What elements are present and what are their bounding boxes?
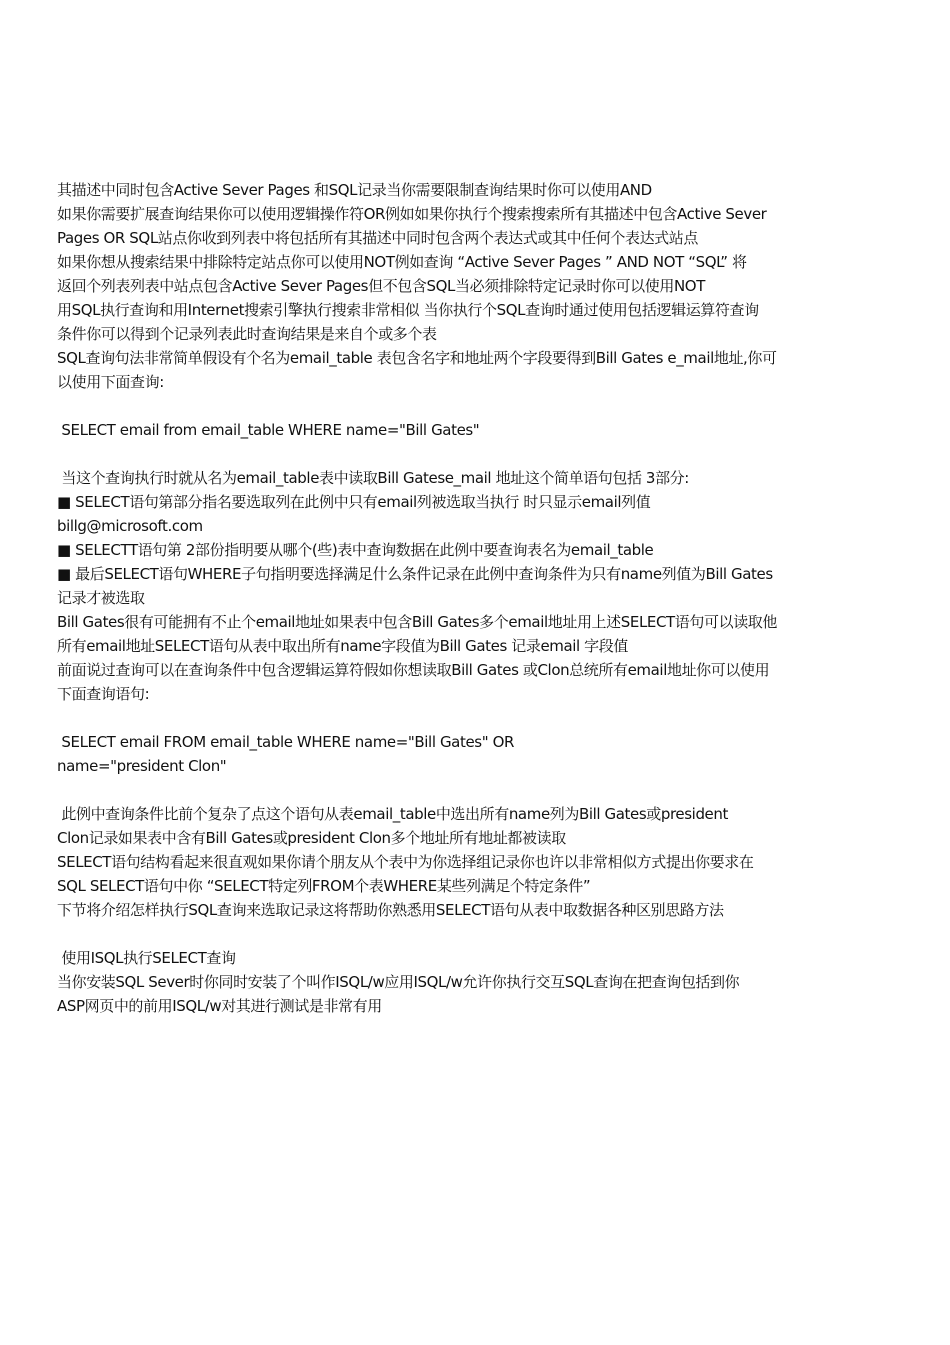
blank-line	[57, 778, 847, 802]
text-line: SQL SELECT语句中你 “SELECT特定列FROM个表WHERE某些列满足个特定条件”	[57, 877, 591, 895]
text-line: 返回个列表列表中站点包含Active Sever Pages但不包含SQL当必须排除特定记录时你可以使用NOT	[57, 277, 705, 295]
text-line: 如果你需要扩展查询结果你可以使用逻辑操作符OR例如如果你执行个搜索搜索所有其描述中包含Active Sever	[57, 205, 767, 223]
sql-query-line: name="president Clon"	[57, 757, 227, 775]
text-line: SQL查询句法非常简单假设有个名为email_table 表包含名字和地址两个字段要得到Bill Gates e_mail地址,你可	[57, 349, 777, 367]
text-line: 当你安装SQL Sever时你同时安装了个叫作ISQL/w应用ISQL/w允许你执行交互SQL查询在把查询包括到你	[57, 973, 740, 991]
blank-line	[57, 442, 847, 466]
blank-line	[57, 922, 847, 946]
bullet-line: ■ 最后SELECT语句WHERE子句指明要选择满足什么条件记录在此例中查询条件为只有name列值为Bill Gates	[57, 565, 773, 583]
text-line: 条件你可以得到个记录列表此时查询结果是来自个或多个表	[57, 325, 437, 343]
text-line: 下面查询语句:	[57, 685, 150, 703]
text-line: SELECT语句结构看起来很直观如果你请个朋友从个表中为你选择组记录你也许以非常相似方式提出你要求在	[57, 853, 754, 871]
text-line: 用SQL执行查询和用Internet搜索引擎执行搜索非常相似 当你执行个SQL查询时通过使用包括逻辑运算符查询	[57, 301, 759, 319]
text-line: 此例中查询条件比前个复杂了点这个语句从表email_table中选出所有name列为Bill Gates或president	[57, 805, 728, 823]
document-body	[57, 178, 847, 1018]
text-line: 下节将介绍怎样执行SQL查询来选取记录这将帮助你熟悉用SELECT语句从表中取数据各种区别思路方法	[57, 901, 724, 919]
text-line: 如果你想从搜索结果中排除特定站点你可以使用NOT例如查询 “Active Sever Pages ” AND NOT “SQL” 将	[57, 253, 747, 271]
bullet-line: ■ SELECT语句第部分指名要选取列在此例中只有email列被选取当执行 时只显示email列值	[57, 493, 651, 511]
blank-line	[57, 394, 847, 418]
blank-line	[57, 706, 847, 730]
text-line: billg@microsoft.com	[57, 517, 203, 535]
text-line: Clon记录如果表中含有Bill Gates或president Clon多个地址所有地址都被读取	[57, 829, 566, 847]
text-line: 当这个查询执行时就从名为email_table表中读取Bill Gatese_mail 地址这个简单语句包括 3部分:	[57, 469, 689, 487]
bullet-line: ■ SELECTT语句第 2部份指明要从哪个(些)表中查询数据在此例中要查询表名为email_table	[57, 541, 654, 559]
text-line: 所有email地址SELECT语句从表中取出所有name字段值为Bill Gates 记录email 字段值	[57, 637, 628, 655]
text-line: 以使用下面查询:	[57, 373, 164, 391]
text-line: 前面说过查询可以在查询条件中包含逻辑运算符假如你想读取Bill Gates 或Clon总统所有email地址你可以使用	[57, 661, 770, 679]
text-line: 其描述中同时包含Active Sever Pages 和SQL记录当你需要限制查询结果时你可以使用AND	[57, 181, 652, 199]
text-line: ASP网页中的前用ISQL/w对其进行测试是非常有用	[57, 997, 382, 1015]
text-line: 记录才被选取	[57, 589, 145, 607]
sql-query-line: SELECT email from email_table WHERE name="Bill Gates"	[57, 421, 480, 439]
section-heading: 使用ISQL执行SELECT查询	[57, 949, 236, 967]
sql-query-line: SELECT email FROM email_table WHERE name="Bill Gates" OR	[57, 733, 514, 751]
text-line: Bill Gates很有可能拥有不止个email地址如果表中包含Bill Gates多个email地址用上述SELECT语句可以读取他	[57, 613, 778, 631]
text-line: Pages OR SQL站点你收到列表中将包括所有其描述中同时包含两个表达式或其中任何个表达式站点	[57, 229, 698, 247]
